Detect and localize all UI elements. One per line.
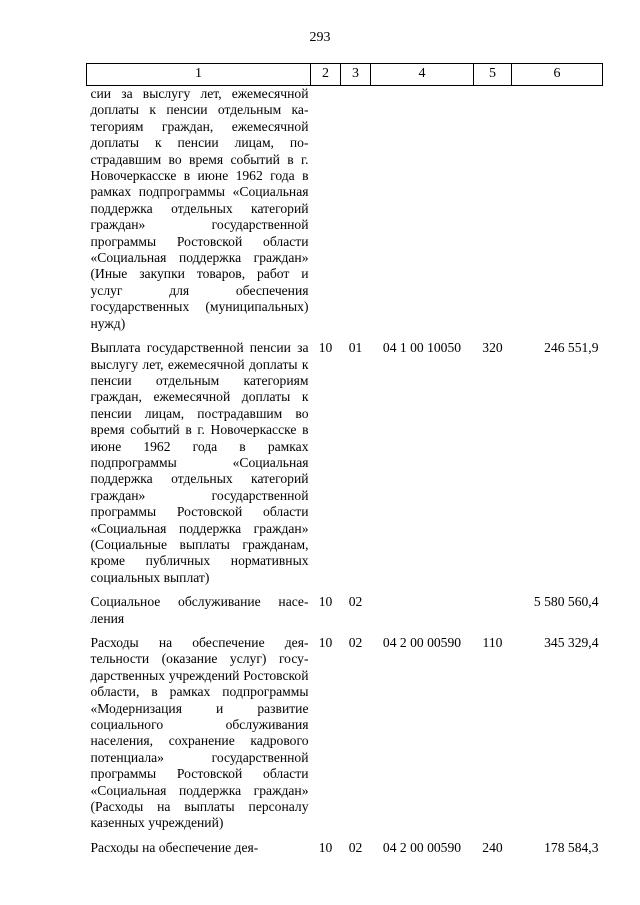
header-col-3: 3 bbox=[341, 64, 371, 86]
row-subsection: 02 bbox=[348, 635, 363, 650]
row-section bbox=[311, 86, 341, 341]
header-col-1: 1 bbox=[87, 64, 311, 86]
row-target-code: 04 1 00 10050 bbox=[382, 340, 462, 356]
row-target-code bbox=[371, 594, 474, 635]
header-col-2: 2 bbox=[311, 64, 341, 86]
table-body bbox=[87, 86, 603, 865]
row-subsection bbox=[341, 86, 371, 341]
row-amount: 178 584,3 bbox=[544, 839, 599, 855]
row-target-code: 04 2 00 00590 bbox=[382, 839, 462, 855]
table-row bbox=[87, 635, 603, 840]
row-expense-type bbox=[474, 594, 512, 635]
row-subsection: 01 bbox=[348, 340, 363, 356]
row-expense-type: 240 bbox=[482, 839, 503, 855]
row-expense-type bbox=[474, 86, 512, 341]
row-section: 10 bbox=[318, 594, 333, 610]
row-amount: 246 551,9 bbox=[544, 340, 599, 356]
row-subsection: 02 bbox=[348, 839, 363, 855]
row-subsection: 02 bbox=[348, 594, 363, 610]
table-row bbox=[87, 594, 603, 635]
row-target-code: 04 2 00 00590 bbox=[382, 635, 462, 650]
row-description: Расходы на обеспечение дея- bbox=[90, 839, 259, 855]
header-col-5: 5 bbox=[474, 64, 512, 86]
table-header bbox=[87, 64, 603, 86]
header-col-4: 4 bbox=[371, 64, 474, 86]
row-section: 10 bbox=[318, 839, 333, 855]
header-col-6: 6 bbox=[512, 64, 603, 86]
row-description: Социальное обслуживание населения bbox=[90, 594, 309, 626]
budget-table bbox=[86, 63, 603, 864]
row-description: Расходы на обеспечение деятельности (оказание услуг) государственных учреждений Ростовской области, в рамках подпрограммы «Модернизация и развитие социального обслуживания населения, сохранение кадрового потенциала» государственной программы Ростовской области «Социальная поддержка граждан» (Расходы на выплаты персоналу казенных учреждений) bbox=[90, 635, 309, 831]
row-description: сии за выслугу лет, ежемесячной доплаты к пенсии отдельным категориям граждан, ежемесячной доплаты к пенсии лицам, пострадавшим во время событий в г. Новочеркасске в июне 1962 года в рамках подпрограммы «Социальная поддержка отдельных категорий граждан» государственной программы Ростовской области «Социальная поддержка граждан» (Иные закупки товаров, работ и услуг для обеспечения государственных (муниципальных) нужд) bbox=[90, 86, 309, 331]
row-description: Выплата государственной пенсии за выслугу лет, ежемесячной доплаты к пенсии отдельным категориям граждан, ежемесячной доплаты к пенсии лицам, пострадавшим во время событий в г. Новочеркасске в июне 1962 года в рамках подпрограммы «Социальная поддержка отдельных категорий граждан» государственной программы Ростовской области «Социальная поддержка граждан» (Социальные выплаты гражданам, кроме публичных нормативных социальных выплат) bbox=[90, 340, 309, 585]
row-expense-type: 110 bbox=[482, 635, 503, 650]
table-row bbox=[87, 340, 603, 594]
header-row bbox=[87, 64, 603, 86]
row-amount bbox=[512, 86, 603, 341]
page-number: 293 bbox=[309, 30, 331, 45]
row-section: 10 bbox=[318, 635, 333, 650]
table-row bbox=[87, 840, 603, 864]
row-amount: 345 329,4 bbox=[544, 635, 599, 650]
table-row bbox=[87, 86, 603, 341]
row-target-code bbox=[371, 86, 474, 341]
row-expense-type: 320 bbox=[482, 340, 503, 356]
row-amount: 5 580 560,4 bbox=[533, 594, 599, 610]
row-section: 10 bbox=[318, 340, 333, 356]
